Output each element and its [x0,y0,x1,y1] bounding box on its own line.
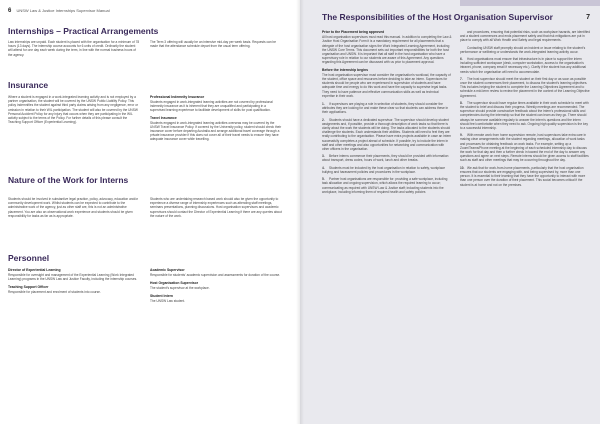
personnel-role: Academic Supervisor [150,268,185,272]
item-number: 10. [460,165,465,170]
item-number: 4. [322,165,325,170]
before-subheading: Before the internship begins [322,67,368,72]
right-page [300,0,600,424]
item-text: and procedures, ensuring that potential risks, such as workplace hazards, are identified and a student commences and ends placement safely and that risk mitigations are put in place to comply with all Work Health and Safety and legal requirements. [460,30,590,43]
indemnity-text: Students engaged in work-integrated learning activities are not covered by professional indemnity insurance as it is inherent that they are unqualified and participating in a supervised learning experience to facilitate development of skills for post qualification. [150,100,273,113]
responsibility-item [460,166,590,187]
insurance-heading: Insurance [8,80,49,90]
responsibility-item [460,133,590,162]
left-page-number: 6 [8,8,12,14]
before-text: The host organisation supervisor must consider the organisation's workload, the capacity of the student, office space and resources before deciding to take an intern. Supervisors for students should be people who are experienced in supervision of students and have adequate time and energy to do this work and have the capacity to supervise legal tasks. They need to have patience and effective communication skills as well as technical expertise in their work. [322,72,451,98]
internships-col2: The Term 3 offering will usually be an intensive mid-day per week basis. Requests can be made that the attendance schedule depart from the usual term offering. [150,40,277,49]
responsibility-item [460,46,590,54]
item-number: 6. [460,57,463,62]
personnel-role: Director of Experiential Learning [8,268,61,272]
personnel-col2 [150,268,282,304]
responsibility-item [322,102,452,115]
right-page-number: 7 [586,14,590,21]
personnel-role: Host Organisation Supervisor [150,281,199,286]
item-text: Before interns commence their placements, they should be provided with information about transport, dress codes, hours of work, lunch and other breaks. [322,154,449,163]
indemnity-subheading: Professional Indemnity Insurance [150,95,205,99]
personnel-role: Student Intern [150,294,173,299]
prior-text: All host organisation supervisors must read this manual. In addition to completing the Law & Justice Host Organisation Form it is a mandatory requirement for all placements that a delegate of the host organisation signs the Work Integrated Learning Agreement, including the UNSW Core Terms. This document sets out important responsibilities for both the host organisation and UNSW. It is important that all staff in the host organisation who have a supervisory role in relation to our students are aware of this Agreement. Any questions regarding this Agreement can be discussed with us prior to placement approval. [322,35,452,65]
responsibility-item [460,101,590,130]
item-text: If supervisors are playing a role in selection of students, they should consider the attributes they are looking for and make these clear so that students can address these in their applications. [322,102,449,115]
nature-col2: Students who are undertaking research based work should also be given the opportunity to experience a diverse range of internship experiences such as attending staff meetings, seminars presentations, planning discussions. Host organisation supervisors and academic supervisors should contact the Director of Experiential Learning if there are any queries about the nature of the work. [150,197,282,218]
item-text: The host supervisor should meet the student on their first day or as soon as possible once the student commences their placement, to discuss the student's learning objectives. This includes helping the student to complete the Learning Objectives Agreement and to schedule a mid-term review to review the placement in the context of the Learning Objective Agreement. [460,76,590,98]
nature-heading: Nature of the Work for Interns [8,175,129,185]
nature-col1: Students should be involved in substantive legal practice, policy, advocacy, education and/or community development work. Whilst students can be expected to contribute to the administrative work of the agency, just as other staff are, this is not an administrative placement. You are also an observational work experience and students should be given responsibility for tasks as far as is appropriate. [8,197,139,218]
responsibility-list-2 [460,30,590,187]
running-header [8,8,110,14]
prior-subheading: Prior to the Placement being approved [322,30,385,34]
personnel-desc: Responsible for placement and enrolment of students into course. [8,290,101,295]
responsibilities-col1 [322,30,452,197]
responsibility-list-1 [322,102,452,194]
item-number: 3. [322,154,325,159]
personnel-heading: Personnel [8,253,50,263]
responsibility-item [460,30,590,43]
responsibilities-col2 [460,30,590,190]
item-number: 8. [460,100,463,105]
responsibility-item [322,177,452,194]
item-text: With remote work from home supervision remote, host supervisors take extra care in making clear arrangements with the student regarding meetings, allocation of work tasks and processes for obtaining feedback on work tasks. For example, setting up a Zoom/Teams/Phone meeting at the beginning of each scheduled internship day to discuss the work for that day and then a further check in toward the end of the day to answer any questions and agree on next steps. Remote interns should be given access to staff facilities such as staff and other meetings that may be occurring throughout the day. [460,133,589,163]
item-text: The supervisor should have regular times available in their work schedule to meet with the student to brief and discuss their progress. Weekly meetings are recommended. The supervisor should provide constructive feedback about the intern's professional skills and competencies during the internship so that the student can learn as they go. There should always be someone available regularly to answer the intern's questions and the intern should feel comfortable when they need to ask. Ongoing high quality supervision is the key to a successful internship. [460,100,589,131]
travel-text: Students engaged in work-integrated learning activities overseas may be covered by the UNSW Travel Insurance Policy. If covered by the University policy, student should check their insurance cover before departing Australia and arrange additional travel coverage through a private insurance provider if this does not cover all of their travel needs to ensure they have adequate insurance cover while travelling. [150,120,282,142]
item-number: 1. [322,102,325,107]
item-text: Partner host organisations are responsible for: providing a safe workplace, including task allocation and ongoing supervision, which allows the required learning to occur; communicating as required with UNSW Law & Justice staff; inducting students into the workplace, including informing them of required health and safety policies [322,177,448,194]
personnel-desc: Responsible for oversight and management of the Experiential Learning (Work Integrated Learning) programs in the UNSW Law and Justice Faculty, including the internship courses. [8,273,138,282]
running-title: UNSW Law & Justice Internships Supervisor Manual [16,8,110,13]
personnel-desc: The UNSW Law student. [150,299,186,304]
internships-col1: Law internships are unpaid. Each student is placed with the organisation for a minimum of 78 hours (13 days). The internship course accounts for 6 units of credit. Ordinarily the student will attend for one day each week during the term, in line with the normal business hours of the agency. [8,40,140,57]
responsibility-item [460,57,590,74]
responsibility-item [322,118,452,152]
item-number: 7. [460,76,463,81]
responsibilities-heading: The Responsibilities of the Host Organisation Supervisor [322,12,553,22]
personnel-desc: The student's supervisor at the workplace. [150,286,210,291]
item-number: 2. [322,117,325,122]
item-text: Students must be inducted by the host organisation in relation to safety, workplace bullying and harassment policies and procedures in the workplace. [322,165,445,174]
responsibility-item [322,166,452,174]
item-text: Contacting UNSW staff promptly should an incident or issue relating to the student's performance or wellbeing or understands the work-integrated learning activity occur. [460,45,586,54]
item-text: We ask that for work-from-home placements, particularly that the host organisation ensures that our students are engaging with, and being supervised by, more than one person. It is essential to their learning that they have the opportunity to interact with more than one person over the duration of their placement. This social becomes critical if the student is at home and not on the premises. [460,165,586,187]
item-text: Host organisations must ensure that infrastructure is in place to support the intern including sufficient workspace (desk, computer workstation, access to the organisation's intranet, phone, company email if necessary etc.). Clarify if the student has any additional needs which the organisation will need to accommodate. [460,57,586,74]
personnel-col1 [8,268,140,295]
personnel-desc: Responsible for students' academic supervision and assessments for duration of the course. [150,273,281,277]
internships-heading: Internships – Practical Arrangements [8,26,159,36]
item-number: 5. [322,177,325,182]
responsibility-item [460,77,590,98]
personnel-role: Teaching Support Officer [8,285,49,290]
book-gutter [296,0,304,424]
decorative-top-bar [460,0,600,6]
insurance-col2 [150,95,282,142]
item-text: Students should have a dedicated supervisor. The supervisor should develop student assignments and, if possible, provide a thorough description of work tasks so that there is clarity about the work the students will be doing. The tasks allocated to the students should challenge the students. Each understands their abilities. Students will need to feel they are really contributing to the organisation. Please have extra projects available in case an intern successfully completes a project ahead of schedule. If possible, try to include the intern in staff and other meetings and also opportunities for networking and communication with other officers in the organisation. [322,117,452,152]
responsibility-item [322,154,452,162]
item-number: 9. [460,133,463,138]
insurance-col1: Where a student is engaged in a work-integrated learning activity and is not employed by a partner organisation, the student will be covered by the UNSW Public Liability Policy. This policy indemnifies the student against third party claims arising from any negligence, error or omission in relation to their WIL participation. The student will also be covered by the UNSW Personal Accident Policy for any injury that occurs when they are participating in the WIL activity subject to the terms of the Policy. For further details of this please consult the Teaching Support Officer (Experiential Learning). [8,95,139,125]
travel-subheading: Travel Insurance [150,115,177,120]
